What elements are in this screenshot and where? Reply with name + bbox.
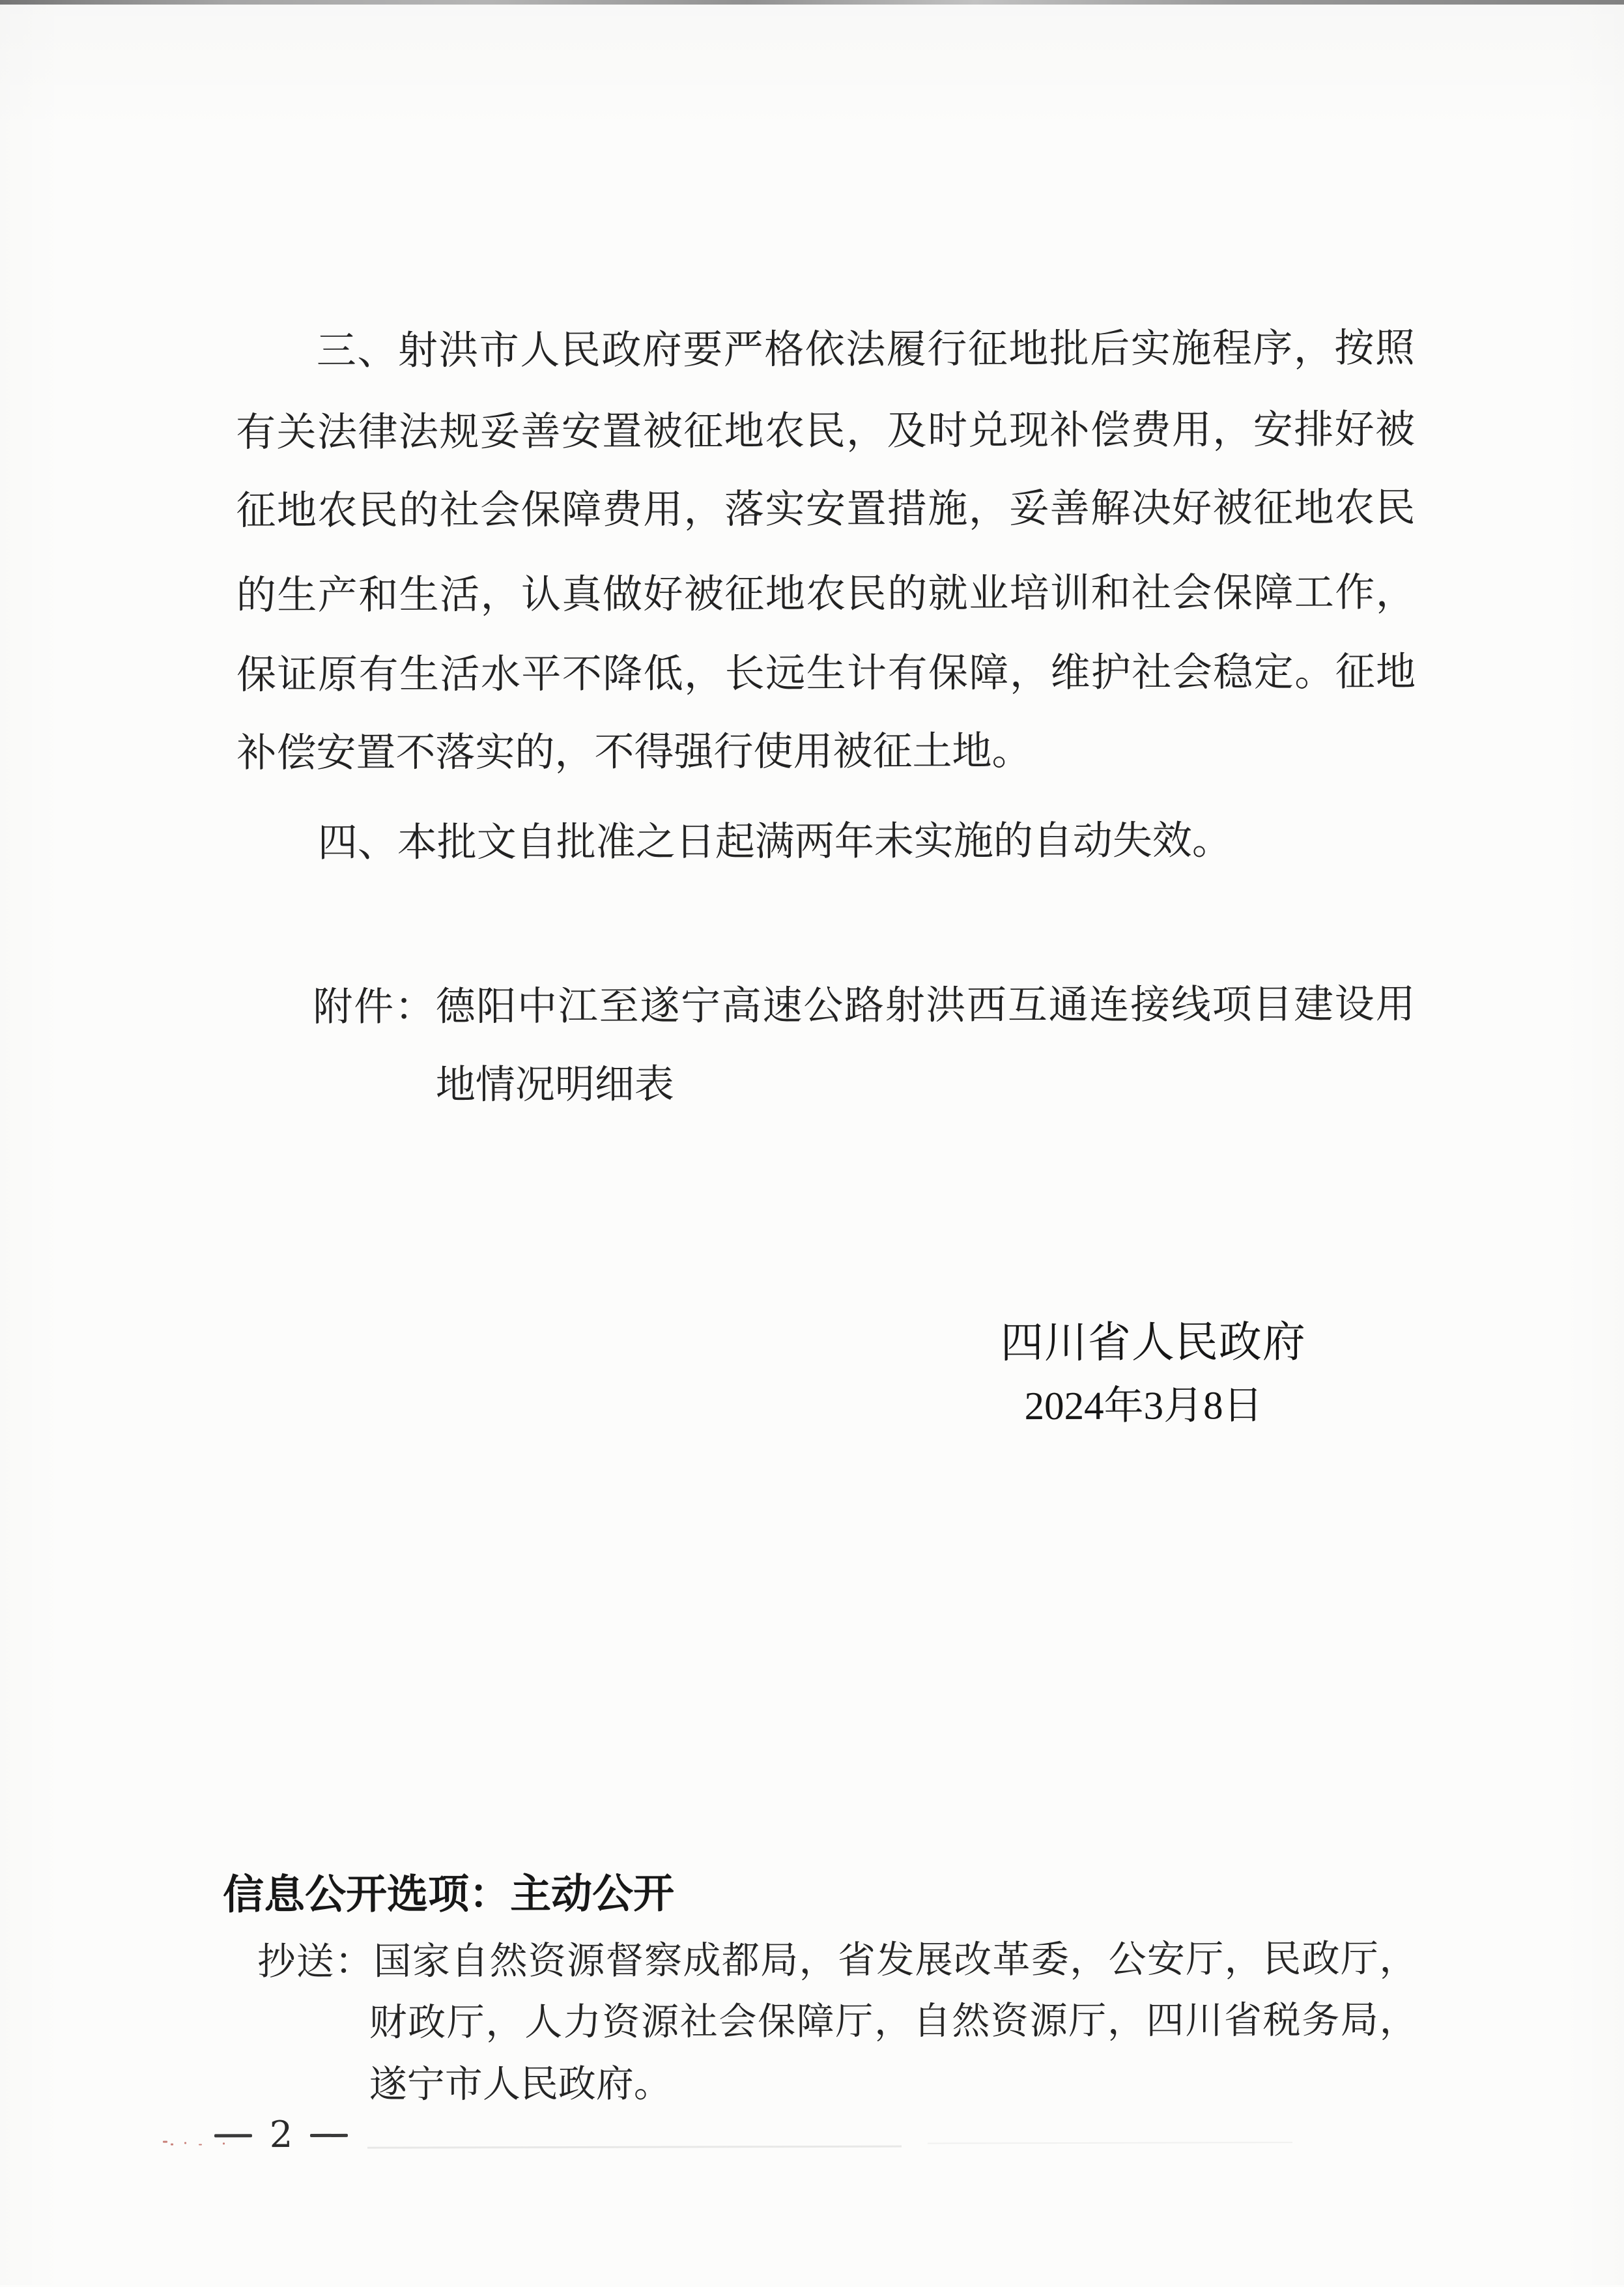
red-scan-speck <box>199 2144 202 2145</box>
body-line: 有关法律法规妥善安置被征地农民，及时兑现补偿费用，安排好被 <box>236 408 1416 455</box>
cc-line: 财政厅，人力资源社会保障厅，自然资源厅，四川省税务局， <box>369 1998 1417 2044</box>
attachment-line: 地情况明细表 <box>435 1063 674 1108</box>
gray-scan-streak <box>367 2146 902 2149</box>
body-line: 的生产和生活，认真做好被征地农民的就业培训和社会保障工作， <box>236 571 1416 618</box>
page-number-value: 2 <box>269 2114 293 2157</box>
red-scan-speck <box>171 2144 173 2146</box>
red-scan-speck <box>184 2142 186 2144</box>
body-line: 三、射洪市人民政府要严格依法履行征地批后实施程序，按照 <box>316 326 1415 373</box>
disclosure-option-line: 信息公开选项：主动公开 <box>222 1869 675 1919</box>
page-number-dash-right <box>310 2133 348 2136</box>
gray-scan-streak <box>928 2142 1292 2144</box>
body-line: 保证原有生活水平不降低，长远生计有保障，维护社会稳定。征地 <box>236 650 1416 698</box>
red-scan-speck <box>223 2142 225 2144</box>
cc-line: 抄送：国家自然资源督察成都局，省发展改革委，公安厅，民政厅， <box>257 1937 1417 1983</box>
page-number-dash-left <box>214 2134 252 2137</box>
red-scan-speck <box>163 2141 167 2143</box>
attachment-line: 附件：德阳中江至遂宁高速公路射洪西互通连接线项目建设用 <box>313 983 1416 1030</box>
page-number <box>214 2115 348 2156</box>
signature-issuer: 四川省人民政府 <box>1000 1319 1305 1368</box>
signature-date: 2024年3月8日 <box>1024 1384 1263 1429</box>
cc-line: 遂宁市人民政府。 <box>369 2062 672 2106</box>
body-line: 征地农民的社会保障费用，落实安置措施，妥善解决好被征地农民 <box>236 486 1416 534</box>
body-line: 补偿安置不落实的，不得强行使用被征土地。 <box>236 730 1032 776</box>
body-line: 四、本批文自批准之日起满两年未实施的自动失效。 <box>317 819 1232 865</box>
